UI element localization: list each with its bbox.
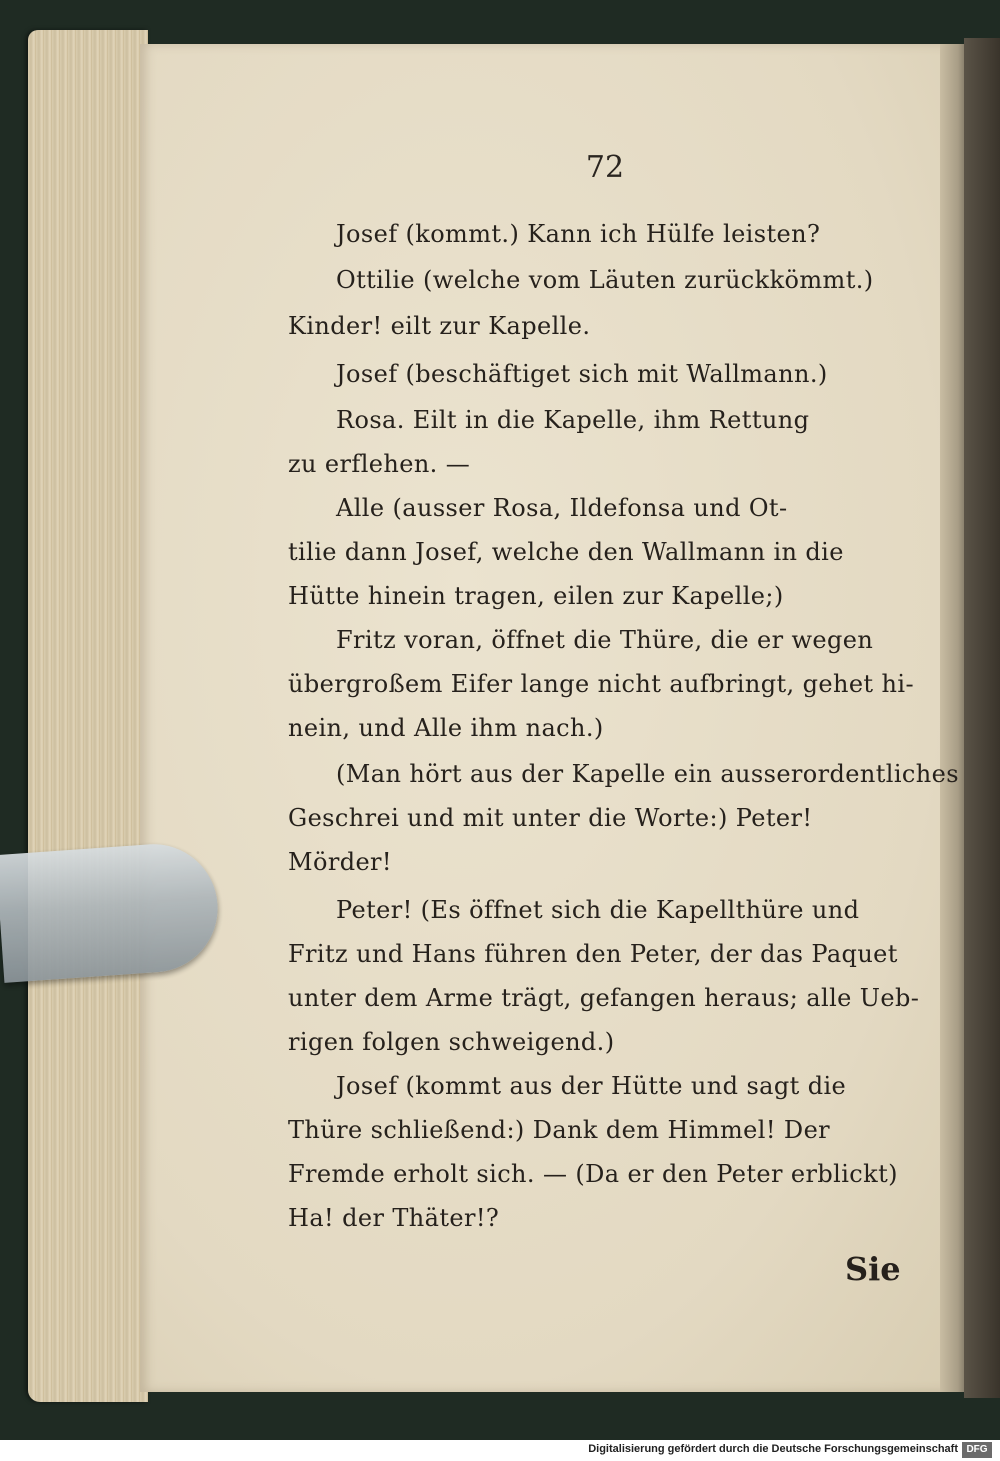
text-line: rigen folgen schweigend.) xyxy=(288,1028,615,1056)
text-line: Ha! der Thäter!? xyxy=(288,1204,500,1232)
page-holder-clip xyxy=(0,840,222,983)
footer-credit: Digitalisierung gefördert durch die Deutsche Forschungsgemeinschaft xyxy=(588,1443,958,1455)
text-line: (Man hört aus der Kapelle ein ausserordentliches xyxy=(336,760,959,788)
text-line: Fritz und Hans führen den Peter, der das Paquet xyxy=(288,940,898,968)
book-cover-edge xyxy=(964,38,1000,1398)
text-line: Thüre schließend:) Dank dem Himmel! Der xyxy=(288,1116,831,1144)
text-line: zu erflehen. — xyxy=(288,450,471,478)
dfg-logo-icon: DFG xyxy=(962,1442,992,1458)
text-line: Mörder! xyxy=(288,848,392,876)
text-line: tilie dann Josef, welche den Wallmann in die xyxy=(288,538,844,566)
text-line: übergroßem Eifer lange nicht aufbringt, gehet hi- xyxy=(288,670,914,698)
book-page-edges xyxy=(28,30,148,1402)
catchword: Sie xyxy=(845,1250,901,1288)
text-line: Hütte hinein tragen, eilen zur Kapelle;) xyxy=(288,582,784,610)
text-line: Geschrei und mit unter die Worte:) Peter! xyxy=(288,804,813,832)
text-line: Kinder! eilt zur Kapelle. xyxy=(288,312,591,340)
text-line: Josef (kommt.) Kann ich Hülfe leisten? xyxy=(336,220,821,248)
text-line: unter dem Arme trägt, gefangen heraus; alle Ueb- xyxy=(288,984,920,1012)
text-line: Josef (kommt aus der Hütte und sagt die xyxy=(336,1072,847,1100)
text-line: Fremde erholt sich. — (Da er den Peter erblickt) xyxy=(288,1160,898,1188)
text-line: nein, und Alle ihm nach.) xyxy=(288,714,604,742)
text-line: Peter! (Es öffnet sich die Kapellthüre und xyxy=(336,896,860,924)
text-line: Josef (beschäftiget sich mit Wallmann.) xyxy=(336,360,828,388)
text-line: Ottilie (welche vom Läuten zurückkömmt.) xyxy=(336,266,874,294)
text-line: Rosa. Eilt in die Kapelle, ihm Rettung xyxy=(336,406,810,434)
text-line: Alle (ausser Rosa, Ildefonsa und Ot- xyxy=(336,494,788,522)
page-number: 72 xyxy=(585,150,625,185)
text-line: Fritz voran, öffnet die Thüre, die er wegen xyxy=(336,626,874,654)
